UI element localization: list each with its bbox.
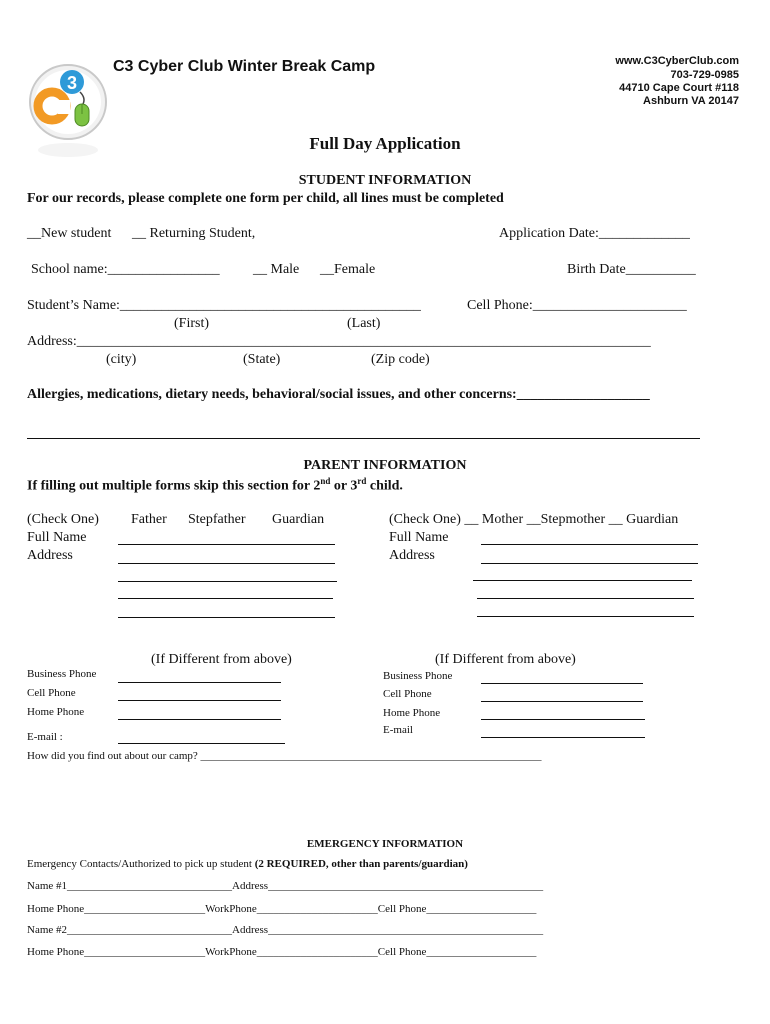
right-business-phone-line[interactable] <box>481 683 643 684</box>
first-name-label: (First) <box>174 316 209 331</box>
returning-student-checkbox[interactable]: __ Returning Student, <box>132 226 256 241</box>
concerns-field[interactable]: Allergies, medications, dietary needs, behavioral/social issues, and other concerns:___________________ <box>27 387 650 402</box>
guardian-option[interactable]: Guardian <box>272 512 325 527</box>
left-full-name-line[interactable] <box>118 544 335 545</box>
form-title: Full Day Application <box>309 134 461 153</box>
camp-title: C3 Cyber Club Winter Break Camp <box>113 58 376 75</box>
left-email-line[interactable] <box>118 743 285 744</box>
left-cell-phone-line[interactable] <box>118 700 281 701</box>
right-business-phone-label: Business Phone <box>383 670 453 682</box>
svg-text:3: 3 <box>66 73 78 93</box>
parent-skip-note: If filling out multiple forms skip this section for 2nd or 3rd child. <box>27 476 403 494</box>
how-did-you-find-field[interactable]: How did you find out about our camp? ______________________________________________________________ <box>27 750 542 762</box>
left-check-one-label: (Check One) <box>27 512 99 527</box>
parent-info-heading: PARENT INFORMATION <box>303 458 467 473</box>
right-full-name-label: Full Name <box>389 530 449 545</box>
last-name-label: (Last) <box>347 316 381 331</box>
emergency-phones-2-field[interactable]: Home Phone______________________WorkPhone______________________Cell Phone____________________ <box>27 946 537 958</box>
city-state: Ashburn VA 20147 <box>643 95 739 107</box>
state-label: (State) <box>243 352 281 367</box>
website: www.C3CyberClub.com <box>615 55 739 67</box>
phone-number: 703-729-0985 <box>670 69 739 81</box>
emergency-phones-1-field[interactable]: Home Phone______________________WorkPhone______________________Cell Phone____________________ <box>27 903 537 915</box>
right-address-line-2[interactable] <box>473 580 692 581</box>
left-business-phone-label: Business Phone <box>27 668 97 680</box>
left-address-line-1[interactable] <box>118 563 335 564</box>
emergency-contacts-note: Emergency Contacts/Authorized to pick up student (2 REQUIRED, other than parents/guardian) <box>27 858 468 870</box>
concerns-line[interactable] <box>27 438 700 439</box>
emergency-name-1-field[interactable]: Name #1______________________________Address__________________________________________________ <box>27 880 544 892</box>
right-home-phone-line[interactable] <box>481 719 645 720</box>
student-instruction: For our records, please complete one form per child, all lines must be completed <box>27 191 504 206</box>
student-name-field[interactable]: Student’s Name:___________________________________________ <box>27 298 421 313</box>
left-full-name-label: Full Name <box>27 530 87 545</box>
right-cell-phone-line[interactable] <box>481 701 643 702</box>
right-email-line[interactable] <box>481 737 645 738</box>
left-home-phone-label: Home Phone <box>27 706 85 718</box>
right-address-line-1[interactable] <box>481 563 698 564</box>
address-field[interactable]: Address:__________________________________________________________________________________ <box>27 334 651 349</box>
student-info-heading: STUDENT INFORMATION <box>298 173 472 188</box>
emergency-name-2-field[interactable]: Name #2______________________________Address__________________________________________________ <box>27 924 544 936</box>
application-date-field[interactable]: Application Date:_____________ <box>499 226 690 241</box>
cell-phone-field[interactable]: Cell Phone:______________________ <box>467 298 687 313</box>
school-name-field[interactable]: School name:________________ <box>31 262 220 277</box>
right-email-label: E-mail <box>383 724 413 736</box>
male-checkbox[interactable]: __ Male <box>253 262 300 277</box>
zip-label: (Zip code) <box>371 352 430 367</box>
left-email-label: E-mail : <box>27 731 63 743</box>
city-label: (city) <box>106 352 137 367</box>
right-home-phone-label: Home Phone <box>383 707 441 719</box>
street-address: 44710 Cape Court #118 <box>619 82 739 94</box>
left-address-line-4[interactable] <box>118 617 335 618</box>
left-address-line-3[interactable] <box>118 598 333 599</box>
emergency-heading: EMERGENCY INFORMATION <box>306 838 464 850</box>
right-address-label: Address <box>389 548 435 563</box>
stepfather-option[interactable]: Stepfather <box>188 512 246 527</box>
left-home-phone-line[interactable] <box>118 719 281 720</box>
new-student-checkbox[interactable]: __New student <box>27 226 112 241</box>
left-address-line-2[interactable] <box>118 581 337 582</box>
right-full-name-line[interactable] <box>481 544 698 545</box>
left-cell-phone-label: Cell Phone <box>27 687 76 699</box>
father-option[interactable]: Father <box>131 512 167 527</box>
right-check-one-options[interactable]: (Check One) __ Mother __Stepmother __ Guardian <box>389 512 679 527</box>
right-if-different-label: (If Different from above) <box>435 652 576 667</box>
birth-date-field[interactable]: Birth Date__________ <box>567 262 696 277</box>
female-checkbox[interactable]: __Female <box>320 262 376 277</box>
left-if-different-label: (If Different from above) <box>151 652 292 667</box>
right-cell-phone-label: Cell Phone <box>383 688 432 700</box>
left-address-label: Address <box>27 548 73 563</box>
right-address-line-3[interactable] <box>477 598 694 599</box>
left-business-phone-line[interactable] <box>118 682 281 683</box>
right-address-line-4[interactable] <box>477 616 694 617</box>
